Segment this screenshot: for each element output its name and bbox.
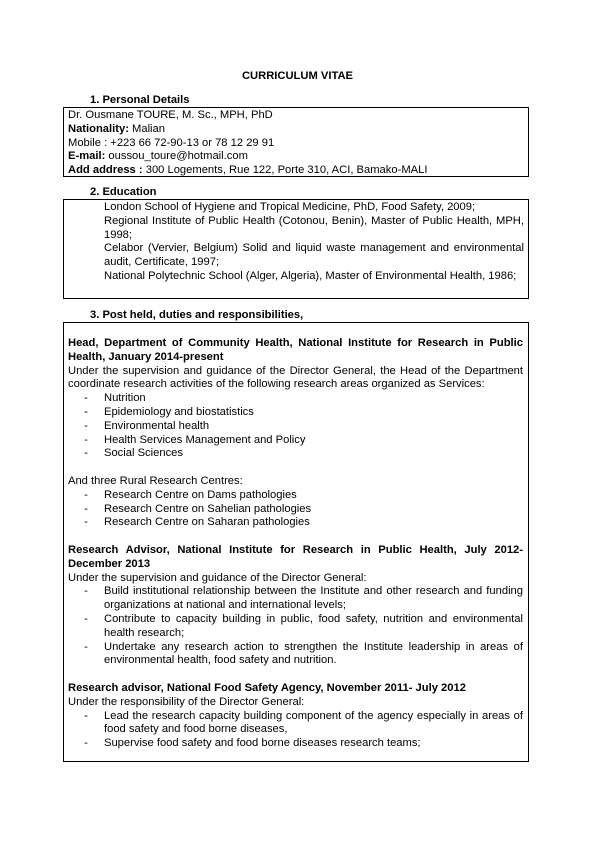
post-description: Under the responsibility of the Director General: xyxy=(68,695,305,708)
list-item-text: Build institutional relationship between the Institute and other research and funding organizations at national and international levels; xyxy=(104,585,523,612)
duties-list xyxy=(68,585,523,668)
nationality-line xyxy=(68,123,524,137)
document-title: CURRICULUM VITAE xyxy=(241,70,354,82)
list-item-text: Health Services Management and Policy xyxy=(104,433,306,446)
list-item-text: Undertake any research action to strengthen the Institute leadership in areas of environmental health, food safety and nutrition. xyxy=(104,640,523,667)
duties-list xyxy=(68,710,523,751)
list-item-text: Nutrition xyxy=(104,392,146,405)
section-heading-education: 2. Education xyxy=(90,186,157,198)
post-description: And three Rural Research Centres: xyxy=(68,474,243,487)
education-box xyxy=(63,199,529,299)
posts-box xyxy=(63,322,529,762)
dash-bullet: - xyxy=(84,612,88,625)
email-label: E-mail: xyxy=(68,150,106,163)
list-item-text: Contribute to capacity building in public, food safety, nutrition and environmental health research; xyxy=(104,612,523,639)
list-item xyxy=(68,434,523,448)
dash-bullet: - xyxy=(84,709,88,722)
nationality-label: Nationality: xyxy=(68,122,129,135)
list-item xyxy=(68,737,523,751)
list-item-text: Environmental health xyxy=(104,419,210,432)
post-heading: Research Advisor, National Institute for Research in Public Health, July 2012- December 2013 xyxy=(68,543,523,570)
dash-bullet: - xyxy=(84,640,88,653)
education-item xyxy=(64,242,524,270)
dash-bullet: - xyxy=(84,433,88,446)
mobile-line: Mobile : +223 66 72-90-13 or 78 12 29 91 xyxy=(68,136,275,149)
list-item-text: Epidemiology and biostatistics xyxy=(104,405,254,418)
list-item xyxy=(68,516,523,530)
post-heading: Head, Department of Community Health, National Institute for Research in Public Health, January 2014-present xyxy=(68,337,523,363)
list-item xyxy=(68,710,523,738)
list-item xyxy=(68,489,523,503)
dash-bullet: - xyxy=(84,502,88,515)
email-line xyxy=(68,150,524,164)
dash-bullet: - xyxy=(84,737,88,750)
list-item-text: Lead the research capacity building component of the agency especially in areas of food safety and food borne diseases, xyxy=(104,709,523,736)
dash-bullet: - xyxy=(84,392,88,405)
education-text: National Polytechnic School (Alger, Algeria), Master of Environmental Health, 1986; xyxy=(104,269,517,282)
services-list xyxy=(68,392,523,461)
dash-bullet: - xyxy=(84,488,88,501)
address-line xyxy=(68,164,524,178)
dash-bullet: - xyxy=(84,516,88,529)
bullet-icon xyxy=(64,242,104,270)
list-item xyxy=(68,447,523,461)
list-item-text: Social Sciences xyxy=(104,447,183,460)
list-item-text: Research Centre on Dams pathologies xyxy=(104,488,297,501)
education-item xyxy=(64,215,524,243)
section-heading-personal: 1. Personal Details xyxy=(90,94,190,106)
bullet-icon xyxy=(64,215,104,243)
list-item-text: Research Centre on Sahelian pathologies xyxy=(104,502,312,515)
list-item xyxy=(68,406,523,420)
education-text: Regional Institute of Public Health (Cotonou, Benin), Master of Public Health, MPH, 1998; xyxy=(104,214,524,241)
address-label: Add address : xyxy=(68,164,143,177)
post-heading: Research advisor, National Food Safety Agency, November 2011- July 2012 xyxy=(68,681,466,694)
person-name: Dr. Ousmane TOURE, M. Sc., MPH, PhD xyxy=(68,109,273,121)
list-item xyxy=(68,420,523,434)
dash-bullet: - xyxy=(84,419,88,432)
list-item-text: Research Centre on Saharan pathologies xyxy=(104,516,310,529)
bullet-icon xyxy=(64,270,104,284)
section-heading-posts: 3. Post held, duties and responsibilities, xyxy=(90,309,304,321)
list-item xyxy=(68,641,523,669)
list-item-text: Supervise food safety and food borne diseases research teams; xyxy=(104,737,421,750)
nationality-value: Malian xyxy=(128,122,165,135)
education-item xyxy=(64,270,524,284)
address-value: 300 Logements, Rue 122, Porte 310, ACI, Bamako-MALI xyxy=(142,164,428,177)
dash-bullet: - xyxy=(84,447,88,460)
dash-bullet: - xyxy=(84,585,88,598)
list-item xyxy=(68,585,523,613)
research-centres-list xyxy=(68,489,523,530)
list-item xyxy=(68,392,523,406)
list-item xyxy=(68,613,523,641)
education-item xyxy=(64,201,524,215)
dash-bullet: - xyxy=(84,405,88,418)
post-description: Under the supervision and guidance of the Director General: xyxy=(68,571,367,584)
email-value: oussou_toure@hotmail.com xyxy=(105,150,248,163)
personal-details-box xyxy=(63,107,529,177)
education-text: Celabor (Vervier, Belgium) Solid and liquid waste management and environmental audit, Certificate, 1997; xyxy=(104,242,524,269)
bullet-icon xyxy=(64,201,104,215)
post-description: Under the supervision and guidance of the Director General, the Head of the Department coordinate research activities of the following research areas organized as Services: xyxy=(68,364,523,391)
list-item xyxy=(68,503,523,517)
education-text: London School of Hygiene and Tropical Medicine, PhD, Food Safety, 2009; xyxy=(104,201,476,213)
